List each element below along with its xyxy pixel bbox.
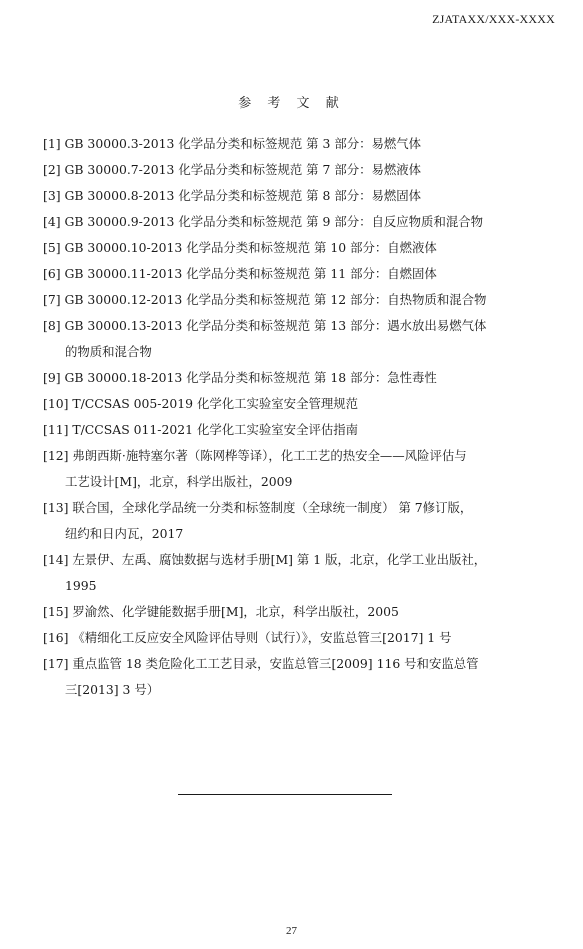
reference-item: [43, 313, 558, 365]
footnote-divider: [178, 794, 392, 795]
reference-text: [15] 罗渝然、化学键能数据手册[M]，北京，科学出版社，2005: [43, 604, 399, 619]
reference-text-continued: 1995: [65, 578, 97, 593]
reference-item: [43, 443, 558, 495]
reference-item: [43, 599, 558, 625]
reference-text-continued: 三[2013] 3 号）: [65, 682, 160, 697]
reference-text: [3] GB 30000.8-2013 化学品分类和标签规范 第 8 部分：易燃固体: [43, 188, 422, 203]
reference-item: [43, 625, 558, 651]
reference-item: [43, 261, 558, 287]
reference-item: [43, 287, 558, 313]
reference-item: [43, 209, 558, 235]
reference-list: [43, 131, 558, 703]
reference-item: [43, 235, 558, 261]
reference-text: [5] GB 30000.10-2013 化学品分类和标签规范 第 10 部分：自燃液体: [43, 240, 437, 255]
reference-item: [43, 495, 558, 547]
reference-text-continued: 的物质和混合物: [65, 344, 152, 359]
reference-text: [2] GB 30000.7-2013 化学品分类和标签规范 第 7 部分：易燃液体: [43, 162, 422, 177]
reference-text: [8] GB 30000.13-2013 化学品分类和标签规范 第 13 部分：遇水放出易燃气体: [43, 318, 487, 333]
reference-text: [14] 左景伊、左禹、腐蚀数据与选材手册[M] 第 1 版，北京，化学工业出版社，: [43, 552, 487, 567]
page-number: 27: [286, 925, 297, 937]
reference-text: [1] GB 30000.3-2013 化学品分类和标签规范 第 3 部分：易燃气体: [43, 136, 422, 151]
reference-text: [16] 《精细化工反应安全风险评估导则（试行）》，安监总管三[2017] 1 号: [43, 630, 452, 645]
reference-text: [13] 联合国，全球化学品统一分类和标签制度（全球统一制度） 第 7修订版，: [43, 500, 473, 515]
reference-text: [4] GB 30000.9-2013 化学品分类和标签规范 第 9 部分：自反应物质和混合物: [43, 214, 484, 229]
reference-text-continued: 工艺设计[M]，北京，科学出版社，2009: [65, 474, 293, 489]
reference-text: [10] T/CCSAS 005-2019 化学化工实验室安全管理规范: [43, 396, 359, 411]
reference-item: [43, 391, 558, 417]
reference-text: [17] 重点监管 18 类危险化工工艺目录，安监总管三[2009] 116 号和安监总管: [43, 656, 479, 671]
reference-item: [43, 365, 558, 391]
page-title: 参 考 文 献: [238, 96, 345, 111]
reference-text: [6] GB 30000.11-2013 化学品分类和标签规范 第 11 部分：自燃固体: [43, 266, 437, 281]
reference-item: [43, 417, 558, 443]
reference-text: [11] T/CCSAS 011-2021 化学化工实验室安全评估指南: [43, 422, 359, 437]
reference-item: [43, 183, 558, 209]
reference-item: [43, 651, 558, 703]
reference-text: [12] 弗朗西斯·施特塞尔著（陈网桦等译），化工工艺的热安全——风险评估与: [43, 448, 467, 463]
reference-item: [43, 157, 558, 183]
reference-text-continued: 纽约和日内瓦，2017: [65, 526, 184, 541]
document-code: ZJATAXX/XXX-XXXX: [432, 12, 555, 26]
reference-item: [43, 131, 558, 157]
reference-item: [43, 547, 558, 599]
reference-text: [7] GB 30000.12-2013 化学品分类和标签规范 第 12 部分：自热物质和混合物: [43, 292, 487, 307]
reference-text: [9] GB 30000.18-2013 化学品分类和标签规范 第 18 部分：急性毒性: [43, 370, 437, 385]
